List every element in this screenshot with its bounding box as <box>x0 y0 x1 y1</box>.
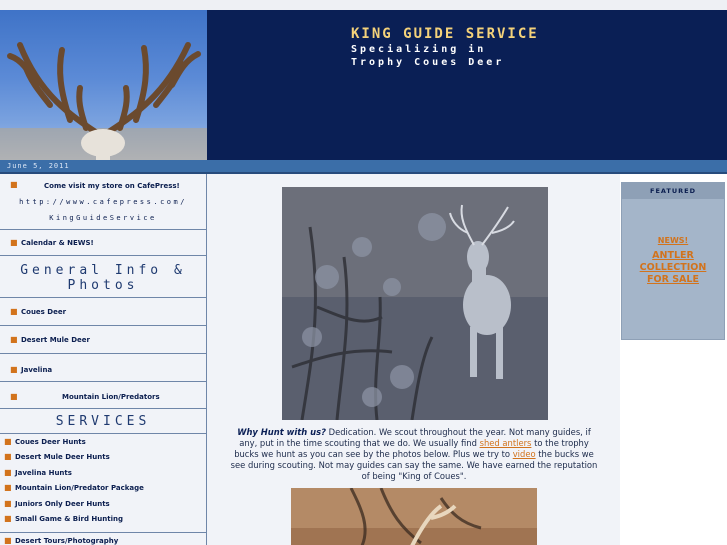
desert-mule-deer-link[interactable]: Desert Mule Deer <box>21 336 90 344</box>
deer-photo <box>282 187 548 420</box>
bullet-icon: ■ <box>4 498 12 508</box>
top-strip <box>0 0 727 10</box>
service-item-juniors-only[interactable] <box>0 496 206 511</box>
service-link[interactable]: Desert Mule Deer Hunts <box>15 453 110 462</box>
antler-skull-image <box>0 10 207 160</box>
service-link[interactable]: Javelina Hunts <box>15 468 72 477</box>
service-item-desert-tours[interactable] <box>0 533 206 545</box>
service-link[interactable]: Coues Deer Hunts <box>15 438 86 446</box>
antler-collection-link[interactable] <box>622 250 724 286</box>
antler-link-line3: FOR SALE <box>647 274 699 285</box>
services-divider <box>0 526 206 533</box>
featured-panel <box>621 182 725 340</box>
bullet-icon: ■ <box>4 536 12 545</box>
general-info-heading-line2: Photos <box>67 278 139 293</box>
service-link[interactable]: Desert Tours/Photography <box>15 537 119 545</box>
why-hunt-text-b: to the trophy bucks we hunt as you can see by the photos below. Plus we try to <box>234 438 589 459</box>
service-link[interactable]: Juniors Only Deer Hunts <box>15 499 110 508</box>
antler-link-line2: COLLECTION <box>639 262 707 273</box>
bullet-icon: ■ <box>10 307 18 316</box>
header-banner <box>207 10 727 160</box>
services-heading-text: SERVICES <box>55 414 151 429</box>
calendar-link[interactable]: Calendar & NEWS! <box>21 239 94 247</box>
site-title: KING GUIDE SERVICE <box>351 26 539 42</box>
video-link[interactable]: video <box>512 449 536 459</box>
service-item-small-game[interactable] <box>0 511 206 526</box>
javelina-link[interactable]: Javelina <box>21 366 53 374</box>
general-info-heading <box>0 256 206 298</box>
sidebar-item-javelina[interactable] <box>0 354 206 382</box>
site-subtitle <box>351 43 504 69</box>
why-hunt-label: Why Hunt with us? <box>237 427 326 437</box>
service-item-javelina-hunts[interactable] <box>0 465 206 480</box>
antler-link-line1: ANTLER <box>652 250 694 261</box>
coues-deer-link[interactable]: Coues Deer <box>21 308 67 316</box>
bullet-icon: ■ <box>10 180 18 189</box>
services-heading <box>0 409 206 434</box>
sidebar-item-desert-mule-deer[interactable] <box>0 326 206 354</box>
sidebar-item-coues-deer[interactable] <box>0 298 206 326</box>
main-content <box>207 174 620 545</box>
shed-antlers-link[interactable]: shed antlers <box>479 438 532 448</box>
featured-body <box>622 236 724 286</box>
current-date: June 5, 2011 <box>7 162 70 170</box>
bullet-icon: ■ <box>4 467 12 477</box>
buck-in-brush-image <box>282 187 548 420</box>
sidebar-cafepress[interactable] <box>0 174 206 230</box>
mountain-lion-link[interactable]: Mountain Lion/Predators <box>62 393 160 401</box>
site-subtitle-line2: Trophy Coues Deer <box>351 57 505 68</box>
service-item-coues-deer-hunts[interactable] <box>0 434 206 449</box>
shed-antler-photo <box>291 488 537 545</box>
sidebar-item-mountain-lion[interactable] <box>0 382 206 409</box>
sidebar-nav <box>0 174 207 545</box>
bullet-icon: ■ <box>10 238 18 247</box>
bullet-icon: ■ <box>4 452 12 462</box>
why-hunt-paragraph <box>227 427 601 482</box>
shed-antler-image <box>291 488 537 545</box>
sidebar-item-calendar[interactable] <box>0 230 206 256</box>
service-link[interactable]: Mountain Lion/Predator Package <box>15 484 144 493</box>
bullet-icon: ■ <box>10 392 18 401</box>
bullet-icon: ■ <box>4 483 12 493</box>
bullet-icon: ■ <box>4 437 12 446</box>
bullet-icon: ■ <box>10 365 18 374</box>
service-item-mountain-lion-package[interactable] <box>0 480 206 495</box>
cafepress-url-line2[interactable]: KingGuideService <box>49 214 157 222</box>
bullet-icon: ■ <box>4 513 12 523</box>
header-antler-photo <box>0 10 207 160</box>
why-hunt-text-c: the bucks we see during scouting. Not may guides can say the same. We have earned the reputation of being "King of Coues". <box>230 449 598 481</box>
bullet-icon: ■ <box>10 335 18 344</box>
service-link[interactable]: Small Game & Bird Hunting <box>15 514 123 523</box>
general-info-heading-line1: General Info & <box>20 263 186 278</box>
cafepress-url-line1[interactable]: http://www.cafepress.com/ <box>19 198 187 206</box>
site-subtitle-line1: Specializing in <box>351 44 487 55</box>
date-bar <box>0 160 727 174</box>
featured-heading: FEATURED <box>622 183 724 199</box>
featured-news-link[interactable]: NEWS! <box>657 236 689 245</box>
why-hunt-text-a: Dedication. We scout throughout the year. Not many guides, if any, put in the time scouting that we do. We usually find <box>239 427 591 448</box>
cafepress-link[interactable]: Come visit my store on CafePress! <box>44 182 180 190</box>
service-item-desert-mule-deer-hunts[interactable] <box>0 449 206 464</box>
